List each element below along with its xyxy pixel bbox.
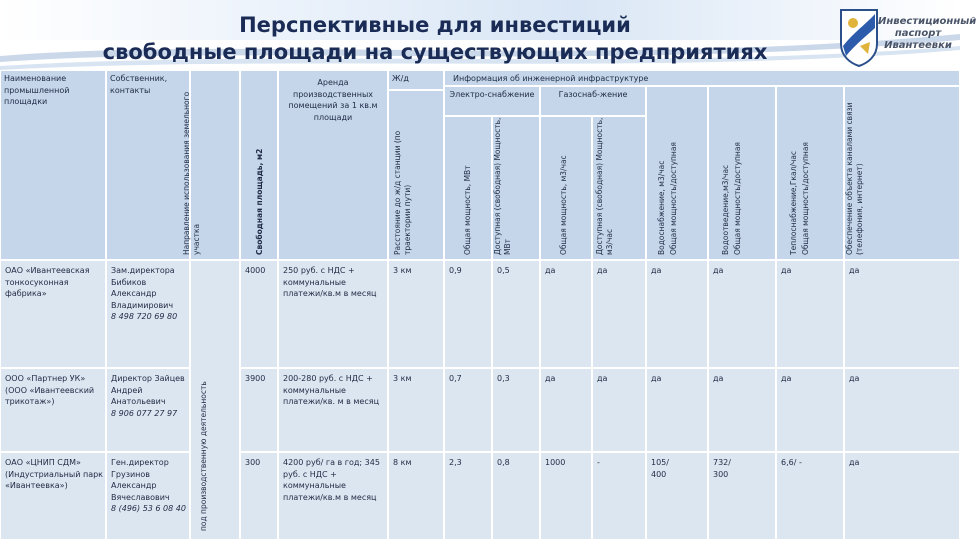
table-row-2-name: [0, 368, 106, 452]
table-row-2-rail: [388, 368, 444, 452]
row-2-owner-name: Директор Зайцев Андрей Анатольевич: [111, 374, 185, 406]
row-2-gas-total: да: [545, 374, 556, 383]
table-row-2-gas-free: [592, 368, 646, 452]
header-rail-distance-label: Расстояние до ж/д станции (по траектории пути): [393, 130, 412, 255]
header-sewer-label-2: Общая мощность/доступная: [733, 142, 742, 255]
header-el-free: [492, 116, 540, 260]
row-1-rail: 3 км: [393, 266, 412, 275]
header-water: [646, 86, 708, 260]
header-el-free-label: Доступная (свободная) Мощность, МВт: [493, 117, 512, 255]
header-infra-label: Информация об инженерной инфраструктуре: [453, 74, 649, 83]
table-row-3-el-total: [444, 452, 492, 540]
table-row-3-rail: [388, 452, 444, 540]
header-rail-label: Ж/д: [392, 74, 409, 83]
row-3-water: 105/ 400: [651, 458, 669, 479]
table-row-1-area: [240, 260, 278, 368]
row-1-el-total: 0,9: [449, 266, 462, 275]
row-3-el-total: 2,3: [449, 458, 462, 467]
table-row-2-gas-total: [540, 368, 592, 452]
header-land-use-label: Направление использования земельного участка: [182, 91, 201, 255]
header-name: [0, 70, 106, 260]
header-gas-label: Газоснаб-жение: [558, 90, 628, 99]
row-2-rail: 3 км: [393, 374, 412, 383]
table-row-1-rent: [278, 260, 388, 368]
table-row-2-el-free: [492, 368, 540, 452]
page-title-line2: свободные площади на существующих предприятиях: [102, 40, 768, 64]
row-1-sewer: да: [713, 266, 724, 275]
row-3-owner: [111, 457, 187, 515]
investment-table: [0, 70, 960, 540]
table-row-3-rent: [278, 452, 388, 540]
row-3-gas-total: 1000: [545, 458, 566, 467]
table-row-2-sewer: [708, 368, 776, 452]
row-2-gas-free: да: [597, 374, 608, 383]
row-3-rail: 8 км: [393, 458, 412, 467]
table-row-3-heat: [776, 452, 844, 540]
row-2-rent: 200-280 руб. с НДС + коммунальные платежи/кв. м в месяц: [283, 374, 380, 406]
table-row-1-heat: [776, 260, 844, 368]
header-water-label-1: Водоснабжение, м3/час: [657, 160, 666, 255]
row-1-gas-free: да: [597, 266, 608, 275]
table-row-3-el-free: [492, 452, 540, 540]
row-3-heat: 6,6/ -: [781, 458, 802, 467]
header-heat-label-1: Теплоснабжение,Гкал/час: [789, 150, 798, 255]
table-row-2-el-total: [444, 368, 492, 452]
row-2-owner: [111, 373, 187, 419]
row-3-el-free: 0,8: [497, 458, 510, 467]
row-1-name: ОАО «Ивантеевская тонкосуконная фабрика»: [5, 266, 90, 298]
table-row-3-name: [0, 452, 106, 540]
table-row-3-telecom: [844, 452, 960, 540]
row-1-phone: 8 498 720 69 80: [111, 312, 178, 321]
row-3-owner-name: Ген.директор Грузинов Александр Вячеславович: [111, 458, 170, 502]
row-3-sewer: 732/ 300: [713, 458, 731, 479]
brand-line3: Ивантеевки: [884, 40, 952, 51]
header-gas: [540, 86, 646, 116]
table-row-3-water: [646, 452, 708, 540]
row-1-owner-name: Зам.директора Бибиков Александр Владимирович: [111, 266, 175, 310]
header-rent-label: Аренда производственных помещений за 1 кв.м площади: [288, 78, 378, 122]
table-row-2-owner: [106, 368, 190, 452]
row-1-owner: [111, 265, 187, 323]
table-row-1-el-free: [492, 260, 540, 368]
row-2-name: ООО «Партнер УК» (ООО «Ивантеевский трикотаж»): [5, 374, 95, 406]
header-sewer-label-1: Водоотведение,м3/час: [721, 164, 730, 255]
row-1-gas-total: да: [545, 266, 556, 275]
row-2-el-free: 0,3: [497, 374, 510, 383]
page-title: [40, 12, 830, 66]
header-gas-total-label: Общая мощность, м3/час: [559, 155, 568, 255]
table-row-2-water: [646, 368, 708, 452]
header-el-total: [444, 116, 492, 260]
row-1-el-free: 0,5: [497, 266, 510, 275]
brand-caption: [878, 16, 976, 52]
row-2-water: да: [651, 374, 662, 383]
row-2-heat: да: [781, 374, 792, 383]
table-row-1-name: [0, 260, 106, 368]
header-rail-distance: [388, 90, 444, 260]
header-name-label: Наименование промышленной площадки: [4, 74, 70, 106]
row-3-rent: 4200 руб/ га в год; 345 руб. с НДС + коммунальные платежи/кв.м в месяц: [283, 458, 380, 502]
row-3-area: 300: [245, 458, 261, 467]
table-row-3-gas-free: [592, 452, 646, 540]
row-1-water: да: [651, 266, 662, 275]
table-row-1-water: [646, 260, 708, 368]
header-heat-label-2: Общая мощность/доступная: [801, 142, 810, 255]
header-rail: [388, 70, 444, 90]
table-row-3-owner: [106, 452, 190, 540]
header-free-area: [240, 70, 278, 260]
brand-line2: паспорт: [894, 28, 942, 39]
row-3-gas-free: -: [597, 458, 600, 467]
row-2-el-total: 0,7: [449, 374, 462, 383]
table-row-1-el-total: [444, 260, 492, 368]
header-telecom-label: Обеспечение объекта каналами связи (телефония, интернет): [845, 102, 864, 255]
table-row-2-heat: [776, 368, 844, 452]
row-2-area: 3900: [245, 374, 266, 383]
row-1-area: 4000: [245, 266, 266, 275]
row-2-phone: 8 906 077 27 97: [111, 408, 178, 418]
header-free-area-label: Свободная площадь, м2: [255, 148, 264, 255]
table-row-1-rail: [388, 260, 444, 368]
row-2-sewer: да: [713, 374, 724, 383]
table-row-1-gas-total: [540, 260, 592, 368]
table-row-1-sewer: [708, 260, 776, 368]
table-row-2-telecom: [844, 368, 960, 452]
header-electricity: [444, 86, 540, 116]
row-1-telecom: да: [849, 266, 860, 275]
page-title-line1: Перспективные для инвестиций: [239, 13, 631, 37]
header-telecom: [844, 86, 960, 260]
land-use-value: под производственную деятельность: [199, 381, 208, 531]
brand-line1: Инвестиционный: [878, 16, 976, 27]
header-heat: [776, 86, 844, 260]
header-infra: [444, 70, 960, 86]
header-land-use: [182, 70, 240, 260]
table-row-1-telecom: [844, 260, 960, 368]
table-row-1-owner: [106, 260, 190, 368]
header-owner: [106, 70, 190, 260]
row-2-telecom: да: [849, 374, 860, 383]
row-1-rent: 250 руб. с НДС + коммунальные платежи/кв.м в месяц: [283, 266, 377, 298]
header-gas-free: [592, 116, 646, 260]
row-3-name: ОАО «ЦНИП СДМ» (Индустриальный парк «Ивантеевка»): [5, 458, 103, 490]
header-owner-label: Собственник, контакты: [110, 74, 168, 95]
table-row-1-gas-free: [592, 260, 646, 368]
land-use-cell: [190, 260, 240, 540]
table-row-3-sewer: [708, 452, 776, 540]
table-row-2-rent: [278, 368, 388, 452]
coat-of-arms-icon: [838, 6, 880, 68]
table-row-3-gas-total: [540, 452, 592, 540]
header-gas-free-label: Доступная (свободная) Мощность, м3/час: [595, 117, 614, 255]
row-3-phone: 8 (496) 53 6 08 40: [111, 504, 186, 513]
row-1-heat: да: [781, 266, 792, 275]
header-gas-total: [540, 116, 592, 260]
row-3-telecom: да: [849, 458, 860, 467]
table-row-3-area: [240, 452, 278, 540]
header-electricity-label: Электро-снабжение: [449, 90, 535, 99]
table-row-2-area: [240, 368, 278, 452]
header-el-total-label: Общая мощность, МВт: [463, 165, 472, 255]
header-rent: [278, 70, 388, 260]
header-water-label-2: Общая мощность/доступная: [669, 142, 678, 255]
header-sewer: [708, 86, 776, 260]
